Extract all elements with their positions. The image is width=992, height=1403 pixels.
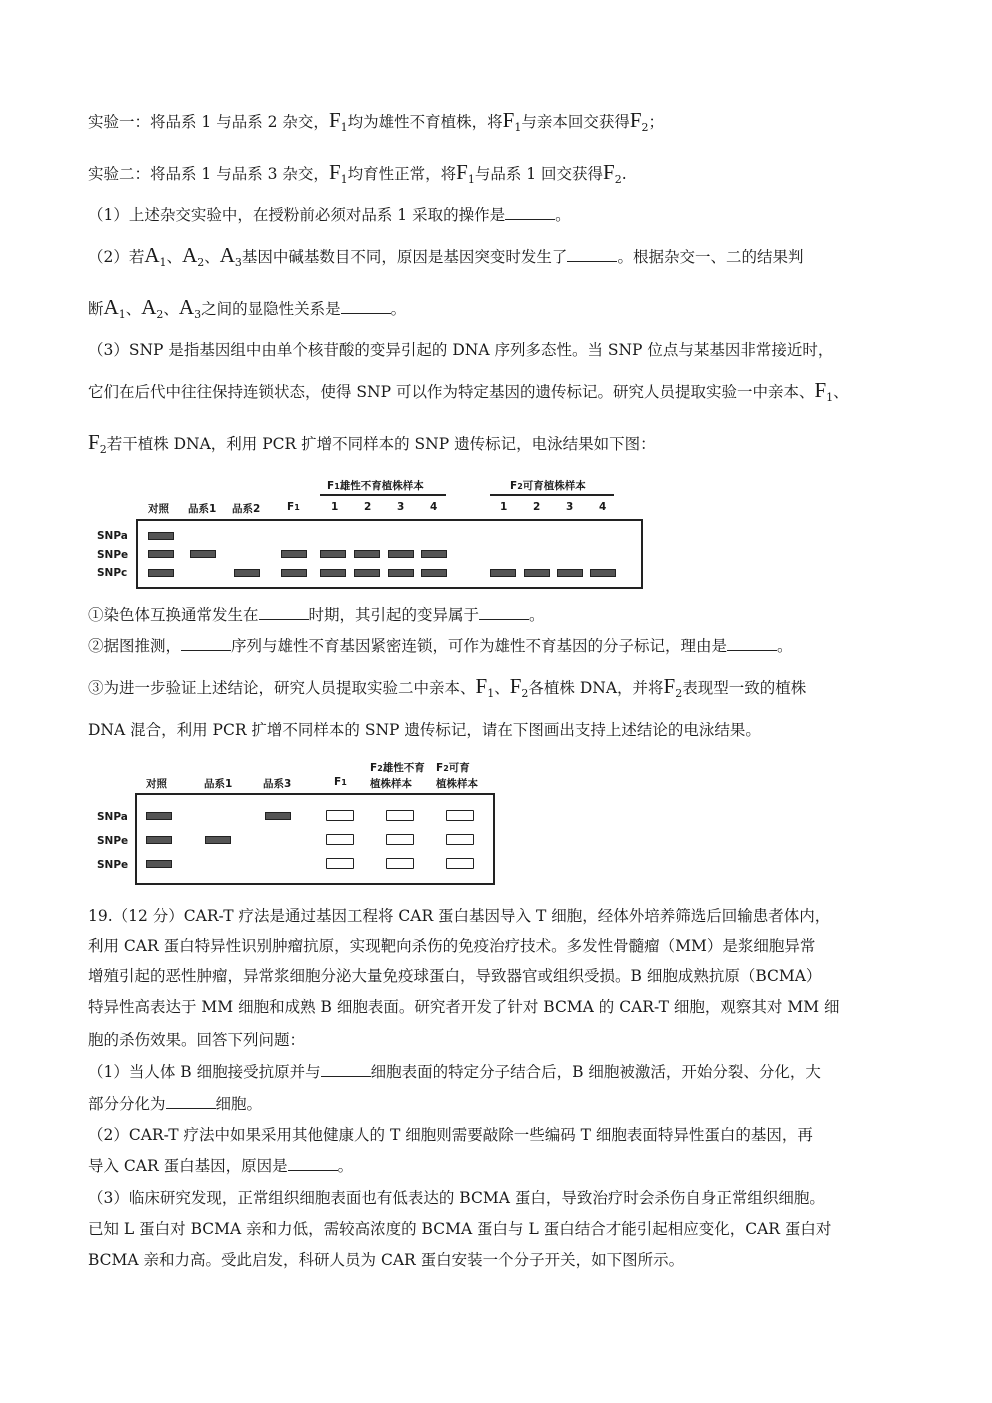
gel2-row-label: SNPe — [97, 835, 129, 847]
subscript: 2 — [675, 687, 683, 701]
text: 、 — [125, 300, 142, 318]
gel1-row-label: SNPe — [97, 549, 129, 561]
text: 与品系 1 回交获得 — [474, 165, 604, 183]
gel1-group2-bracket — [490, 494, 614, 496]
subscript: 1 — [159, 256, 167, 270]
gel2-empty-slot[interactable] — [386, 810, 414, 821]
gel1-row-label: SNPc — [97, 567, 128, 579]
gel1-band — [590, 569, 616, 577]
text: 时期，其引起的变异属于 — [308, 606, 480, 624]
q19-part-2: （2）CAR-T 疗法中如果采用其他健康人的 T 细胞则需要敲除一些编码 T 细胞表面特异性蛋白的基因，再 — [88, 1126, 813, 1144]
gel2-row-label: SNPa — [97, 811, 128, 823]
gel1-band — [388, 569, 414, 577]
text: 序列与雄性不育基因紧密连锁，可作为雄性不育基因的分子标记，理由是 — [231, 637, 728, 655]
q19-part-3: （3）临床研究发现，正常组织细胞表面也有低表达的 BCMA 蛋白，导致治疗时会杀伤自身正常组织细胞。 — [88, 1189, 825, 1207]
gel1-band — [421, 550, 447, 558]
text: 、 — [204, 248, 220, 266]
sub-question-2 — [88, 636, 793, 656]
text: 。 — [337, 1157, 354, 1175]
text: （2）若 — [88, 248, 145, 266]
f-symbol: F — [603, 160, 615, 184]
subscript: 1 — [826, 391, 834, 405]
gel2-empty-slot[interactable] — [326, 810, 354, 821]
question-3-line-1: （3）SNP 是指基因组中由单个核苷酸的变异引起的 DNA 序列多态性。当 SNP 位点与某基因非常接近时， — [88, 341, 834, 359]
subscript: 1 — [118, 308, 126, 322]
answer-blank[interactable] — [321, 1062, 371, 1077]
sub-question-3-line-2: DNA 混合，利用 PCR 扩增不同样本的 SNP 遗传标记，请在下图画出支持上述结论的电泳结果。 — [88, 721, 761, 739]
gel1-band — [557, 569, 583, 577]
experiment-one — [88, 110, 664, 138]
gel2-col-label: 对照 — [146, 778, 167, 790]
gel1-col-label: 4 — [430, 501, 438, 513]
experiment-two — [88, 162, 627, 190]
gel1-col-label: 2 — [533, 501, 541, 513]
subscript: 3 — [194, 308, 202, 322]
text: 之间的显隐性关系是 — [201, 300, 341, 318]
text: ③为进一步验证上述结论，研究人员提取实验二中亲本、 — [88, 679, 476, 697]
gel2-empty-slot[interactable] — [386, 858, 414, 869]
gel2-empty-slot[interactable] — [446, 834, 474, 845]
subscript: 1 — [487, 687, 495, 701]
gel1-col-label: 1 — [331, 501, 339, 513]
answer-blank[interactable] — [567, 247, 617, 262]
subscript: 3 — [234, 256, 242, 270]
subscript: 2 — [614, 173, 622, 187]
question-2-line-2 — [88, 297, 406, 325]
gel1-band — [354, 550, 380, 558]
text: 均育性正常，将 — [347, 165, 457, 183]
gel1-group1-bracket — [320, 494, 446, 496]
answer-blank[interactable] — [259, 605, 309, 620]
a-symbol: A — [103, 295, 119, 319]
question-2 — [88, 245, 803, 273]
q19-line-5: 胞的杀伤效果。回答下列问题： — [88, 1031, 306, 1049]
subscript: 2 — [521, 687, 529, 701]
text: 各植株 DNA，并将 — [528, 679, 664, 697]
gel1-band — [148, 569, 174, 577]
gel1-row-label: SNPa — [97, 530, 128, 542]
text: 导入 CAR 蛋白基因，原因是 — [88, 1157, 288, 1175]
answer-blank[interactable] — [166, 1094, 216, 1109]
text: （1）当人体 B 细胞接受抗原并与 — [88, 1063, 321, 1081]
f-symbol: F — [88, 430, 100, 454]
gel2-band — [205, 836, 231, 844]
subscript: 1 — [340, 173, 348, 187]
text: 细胞表面的特定分子结合后，B 细胞被激活，开始分裂、分化，大 — [370, 1063, 821, 1081]
sub-question-1 — [88, 605, 545, 625]
text: ； — [648, 113, 665, 131]
gel1-band — [190, 550, 216, 558]
gel1-col-label: 3 — [397, 501, 405, 513]
f-symbol: F — [328, 160, 341, 184]
gel1-col-label: 3 — [566, 501, 574, 513]
gel1-band — [320, 569, 346, 577]
gel2-frame — [135, 793, 495, 885]
gel2-band — [146, 860, 172, 868]
a-symbol: A — [219, 243, 235, 267]
q19-line-1: 19.（12 分）CAR-T 疗法是通过基因工程将 CAR 蛋白基因导入 T 细胞，经体外培养筛选后回输患者体内， — [88, 907, 831, 925]
text: 细胞。 — [215, 1095, 263, 1113]
gel1-band — [281, 569, 307, 577]
q19-part-1 — [88, 1062, 821, 1082]
gel1-col-label: 2 — [364, 501, 372, 513]
subscript: 2 — [641, 121, 649, 135]
gel1-band — [388, 550, 414, 558]
f-symbol: F — [663, 674, 676, 698]
answer-blank[interactable] — [288, 1156, 338, 1171]
gel2-col-label: 品系1 — [204, 778, 233, 790]
gel2-empty-slot[interactable] — [326, 858, 354, 869]
f-symbol: F — [328, 108, 341, 132]
subscript: 2 — [156, 308, 164, 322]
text: 基因中碱基数目不同，原因是基因突变时发生了 — [241, 248, 568, 266]
a-symbol: A — [144, 243, 160, 267]
text: 、 — [833, 383, 849, 401]
q19-part-2-line-2 — [88, 1156, 353, 1176]
text: 实验二：将品系 1 与品系 3 杂交， — [88, 165, 329, 183]
subscript: 1 — [340, 121, 348, 135]
gel2-col-label-f2-fertile: F2可育 — [436, 762, 470, 774]
f-symbol: F — [814, 378, 827, 402]
text: 、 — [163, 300, 179, 318]
gel1-col-label: 品系1 — [188, 503, 217, 515]
gel2-empty-slot[interactable] — [326, 834, 354, 845]
question-1 — [88, 205, 571, 225]
gel1-band — [490, 569, 516, 577]
text: 。 — [555, 206, 571, 224]
gel1-band — [524, 569, 550, 577]
subscript: 2 — [197, 256, 205, 270]
gel2-row-label: SNPe — [97, 859, 129, 871]
answer-blank[interactable] — [181, 636, 231, 651]
gel2-col-label-f2-fertile-2: 植株样本 — [436, 778, 478, 790]
text: 表现型一致的植株 — [682, 679, 807, 697]
answer-blank[interactable] — [341, 299, 391, 314]
gel1-group2-title: F2可育植株样本 — [510, 480, 586, 492]
text: 。根据杂交一、二的结果判 — [617, 248, 804, 266]
a-symbol: A — [141, 295, 157, 319]
text: 均为雄性不育植株，将 — [347, 113, 503, 131]
gel2-empty-slot[interactable] — [446, 858, 474, 869]
question-3-line-3 — [88, 432, 656, 460]
gel2-band — [265, 812, 291, 820]
gel2-col-label-f1: F1 — [334, 776, 347, 788]
text: 断 — [88, 300, 104, 318]
f-symbol: F — [475, 674, 488, 698]
f-symbol: F — [502, 108, 515, 132]
text: 、 — [166, 248, 183, 266]
gel1-band — [421, 569, 447, 577]
q19-line-2: 利用 CAR 蛋白特异性识别肿瘤抗原，实现靶向杀伤的免疫治疗技术。多发性骨髓瘤（MM）是浆细胞异常 — [88, 937, 816, 955]
gel2-band — [146, 836, 172, 844]
gel1-band — [281, 550, 307, 558]
q19-part-3-line-2: 已知 L 蛋白对 BCMA 亲和力低，需较高浓度的 BCMA 蛋白与 L 蛋白结合才能引起相应变化，CAR 蛋白对 — [88, 1220, 832, 1238]
subscript: 1 — [467, 173, 475, 187]
gel1-band — [320, 550, 346, 558]
f-symbol: F — [629, 108, 642, 132]
a-symbol: A — [178, 295, 195, 319]
answer-blank[interactable] — [479, 605, 529, 620]
gel1-band — [234, 569, 260, 577]
gel1-col-label-f1: F1 — [287, 501, 300, 513]
text: 。 — [777, 637, 793, 655]
text: 、 — [494, 679, 510, 697]
text: 。 — [529, 606, 545, 624]
text: 。 — [390, 300, 407, 318]
text: 实验一：将品系 1 与品系 2 杂交， — [88, 113, 329, 131]
gel2-col-label-f2-sterile: F2雄性不育 — [370, 762, 425, 774]
f-symbol: F — [509, 674, 522, 698]
text: ②据图推测， — [88, 637, 182, 655]
gel2-band — [146, 812, 172, 820]
q19-part-1-line-2 — [88, 1094, 262, 1114]
text: 若干植株 DNA，利用 PCR 扩增不同样本的 SNP 遗传标记，电泳结果如下图： — [106, 435, 656, 453]
text: 它们在后代中往往保持连锁状态，使得 SNP 可以作为特定基因的遗传标记。研究人员提取实验一中亲本、 — [88, 383, 815, 401]
text: 与亲本回交获得 — [521, 113, 630, 131]
a-symbol: A — [182, 243, 198, 267]
text: ①染色体互换通常发生在 — [88, 606, 259, 624]
gel1-col-label: 4 — [599, 501, 607, 513]
text: 部分分化为 — [88, 1095, 166, 1113]
subscript: 1 — [514, 121, 522, 135]
answer-blank[interactable] — [727, 636, 777, 651]
f-symbol: F — [456, 160, 468, 184]
subscript: 2 — [99, 443, 107, 457]
sub-question-3 — [88, 676, 806, 704]
gel1-col-label: 品系2 — [232, 503, 261, 515]
gel2-col-label-f2-sterile-2: 植株样本 — [370, 778, 412, 790]
q19-part-3-line-3: BCMA 亲和力高。受此启发，科研人员为 CAR 蛋白安装一个分子开关，如下图所示。 — [88, 1251, 685, 1269]
gel1-col-label: 1 — [500, 501, 508, 513]
question-3-line-2 — [88, 380, 849, 408]
q19-line-3: 增殖引起的恶性肿瘤，异常浆细胞分泌大量免疫球蛋白，导致器官或组织受损。B 细胞成熟抗原（BCMA） — [88, 967, 822, 985]
gel2-empty-slot[interactable] — [446, 810, 474, 821]
gel1-col-label: 对照 — [148, 503, 169, 515]
gel2-empty-slot[interactable] — [386, 834, 414, 845]
q19-line-4: 特异性高表达于 MM 细胞和成熟 B 细胞表面。研究者开发了针对 BCMA 的 CAR-T 细胞，观察其对 MM 细 — [88, 998, 840, 1016]
gel2-col-label: 品系3 — [263, 778, 292, 790]
text: . — [621, 165, 627, 183]
gel1-band — [148, 550, 174, 558]
gel1-band — [148, 532, 174, 540]
answer-blank[interactable] — [505, 205, 555, 220]
gel1-band — [354, 569, 380, 577]
text: （1）上述杂交实验中，在授粉前必须对品系 1 采取的操作是 — [88, 206, 506, 224]
gel1-group1-title: F1雄性不育植株样本 — [327, 480, 424, 492]
